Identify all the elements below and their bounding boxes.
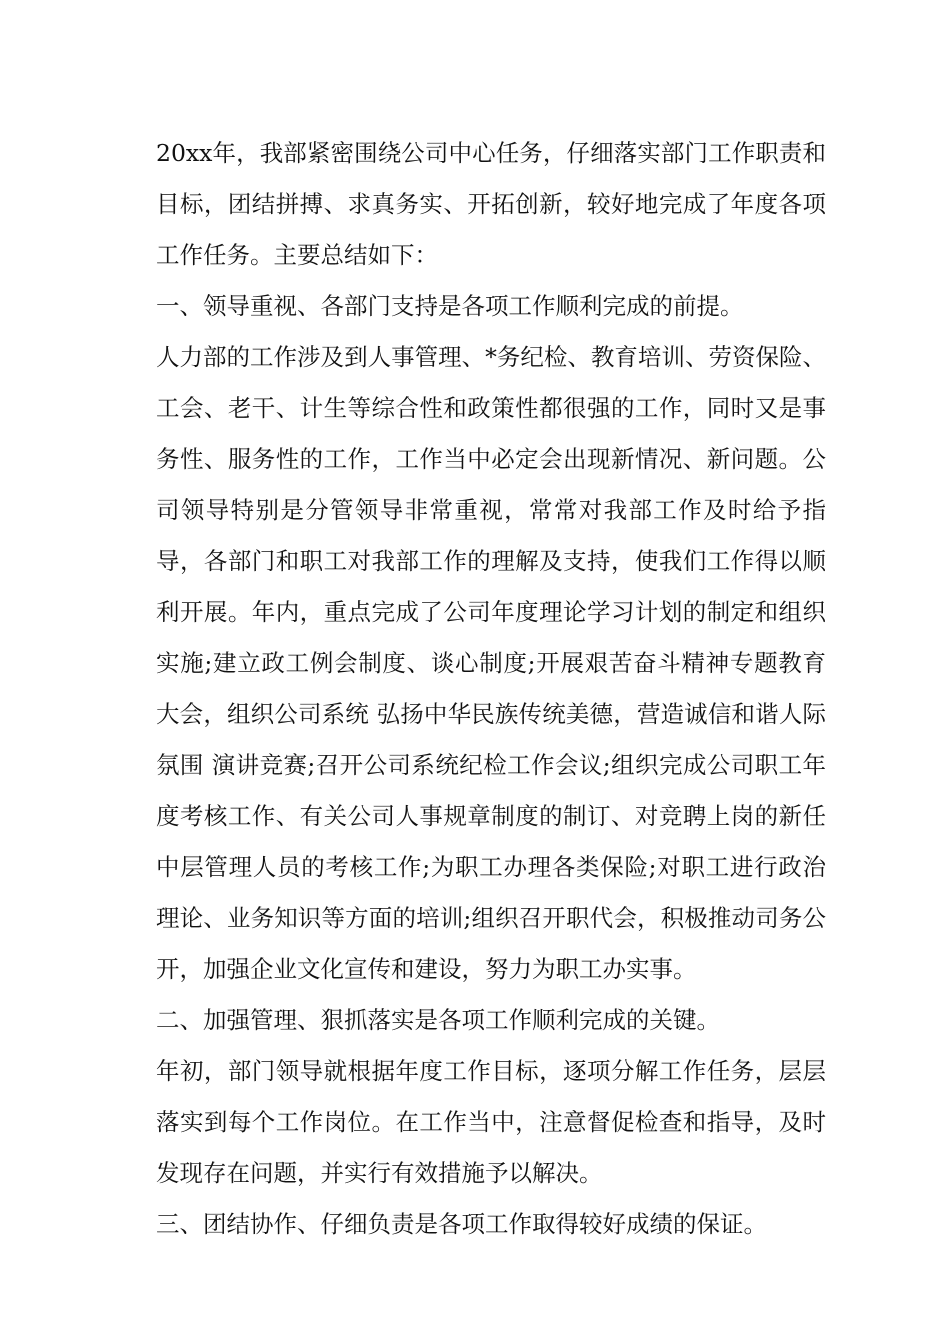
intro-paragraph: 20xx年，我部紧密围绕公司中心任务，仔细落实部门工作职责和目标，团结拼搏、求真务实、开拓创新，较好地完成了年度各项工作任务。主要总结如下：: [156, 139, 826, 269]
section-1-paragraph: 人力部的工作涉及到人事管理、*务纪检、教育培训、劳资保险、工会、老干、计生等综合性和政策性都很强的工作，同时又是事务性、服务性的工作，工作当中必定会出现新情况、新问题。公司领导特别是分管领导非常重视，常常对我部工作及时给予指导，各部门和职工对我部工作的理解及支持，使我们工作得以顺利开展。年内，重点完成了公司年度理论学习计划的制定和组织实施;建立政工例会制度、谈心制度;开展艰苦奋斗精神专题教育大会，组织公司系统 弘扬中华民族传统美德，营造诚信和谐人际氛围 演讲竞赛;召开公司系统纪检工作会议;组织完成公司职工年度考核工作、有关公司人事规章制度的制订、对竞聘上岗的新任中层管理人员的考核工作;为职工办理各类保险;对职工进行政治理论、业务知识等方面的培训;组织召开职代会，积极推动司务公开，加强企业文化宣传和建设，努力为职工办实事。: [156, 343, 826, 983]
section-2-paragraph: 年初，部门领导就根据年度工作目标，逐项分解工作任务，层层落实到每个工作岗位。在工作当中，注意督促检查和指导，及时发现存在问题，并实行有效措施予以解决。: [156, 1057, 826, 1187]
section-heading-2: 二、加强管理、狠抓落实是各项工作顺利完成的关键。: [156, 1006, 720, 1034]
section-heading-3: 三、团结协作、仔细负责是各项工作取得较好成绩的保证。: [156, 1210, 767, 1238]
document-body: [146, 128, 826, 1250]
section-heading-1: 一、领导重视、各部门支持是各项工作顺利完成的前提。: [156, 292, 744, 320]
